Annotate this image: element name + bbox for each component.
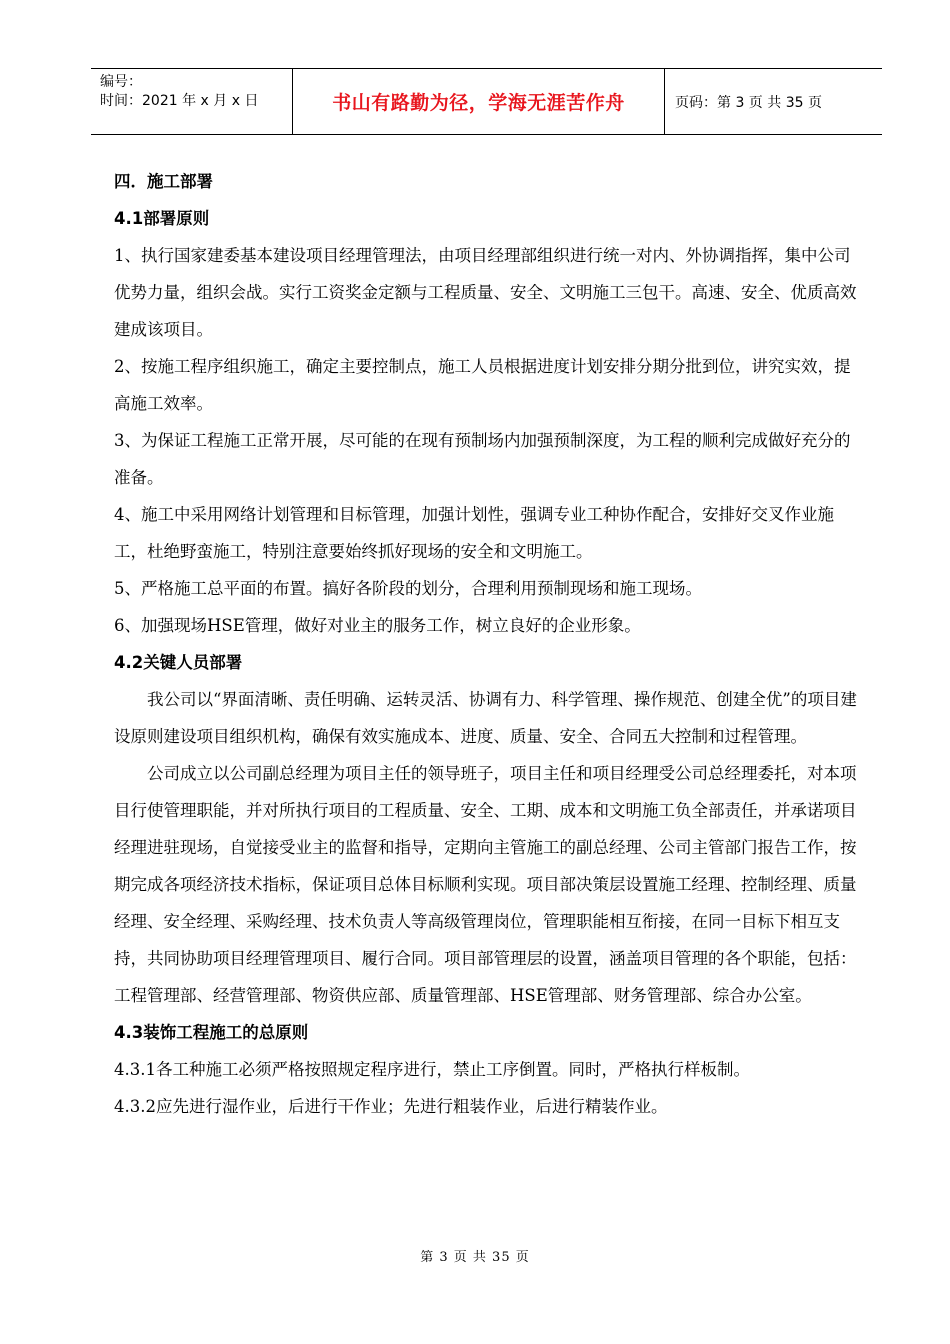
header-motto: 书山有路勤为径，学海无涯苦作舟: [293, 69, 665, 134]
section-title: 四．施工部署: [114, 172, 213, 191]
principle-item: 3、为保证工程施工正常开展，尽可能的在现有预制场内加强预制深度，为工程的顺利完成做好充分的准备。: [114, 431, 851, 487]
principle-item: 4、施工中采用网络计划管理和目标管理，加强计划性，强调专业工种协作配合，安排好交叉作业施工，杜绝野蛮施工，特别注意要始终抓好现场的安全和文明施工。: [114, 505, 834, 561]
page-header: [91, 68, 882, 135]
document-time-label: 时间：2021 年 x 月 x 日: [100, 93, 259, 109]
personnel-paragraph: 我公司以“界面清晰、责任明确、运转灵活、协调有力、科学管理、操作规范、创建全优”的项目建设原则建设项目组织机构，确保有效实施成本、进度、质量、安全、合同五大控制和过程管理。: [114, 690, 857, 746]
subsection-title-4-2: 4.2关键人员部署: [114, 653, 243, 672]
decoration-principle-item: 4.3.1各工种施工必须严格按照规定程序进行，禁止工序倒置。同时，严格执行样板制。: [114, 1060, 750, 1079]
principle-item: 1、执行国家建委基本建设项目经理管理法，由项目经理部组织进行统一对内、外协调指挥，集中公司优势力量，组织会战。实行工资奖金定额与工程质量、安全、文明施工三包干。高速、安全、优质高效建成该项目。: [114, 246, 857, 339]
document-number-label: 编号：: [100, 74, 142, 90]
document-body: [114, 163, 862, 1125]
decoration-principle-item: 4.3.2应先进行湿作业，后进行干作业；先进行粗装作业，后进行精装作业。: [114, 1097, 668, 1116]
principle-item: 5、严格施工总平面的布置。搞好各阶段的划分，合理利用预制现场和施工现场。: [114, 579, 702, 598]
subsection-title-4-1: 4.1部署原则: [114, 209, 210, 228]
principle-item: 2、按施工程序组织施工，确定主要控制点，施工人员根据进度计划安排分期分批到位，讲究实效，提高施工效率。: [114, 357, 851, 413]
subsection-title-4-3: 4.3装饰工程施工的总原则: [114, 1023, 309, 1042]
header-meta: [91, 69, 293, 134]
personnel-paragraph: 公司成立以公司副总经理为项目主任的领导班子，项目主任和项目经理受公司总经理委托，对本项目行使管理职能，并对所执行项目的工程质量、安全、工期、成本和文明施工负全部责任，并承诺项目经理进驻现场，自觉接受业主的监督和指导，定期向主管施工的副总经理、公司主管部门报告工作，按期完成各项经济技术指标，保证项目总体目标顺利实现。项目部决策层设置施工经理、控制经理、质量经理、安全经理、采购经理、技术负责人等高级管理岗位，管理职能相互衔接，在同一目标下相互支持，共同协助项目经理管理项目、履行合同。项目部管理层的设置，涵盖项目管理的各个职能，包括：工程管理部、经营管理部、物资供应部、质量管理部、HSE管理部、财务管理部、综合办公室。: [114, 764, 857, 1005]
header-page-label: 页码：第 3 页 共 35 页: [675, 94, 822, 111]
principle-item: 6、加强现场HSE管理，做好对业主的服务工作，树立良好的企业形象。: [114, 616, 641, 635]
page-footer: 第 3 页 共 35 页: [420, 1250, 530, 1265]
